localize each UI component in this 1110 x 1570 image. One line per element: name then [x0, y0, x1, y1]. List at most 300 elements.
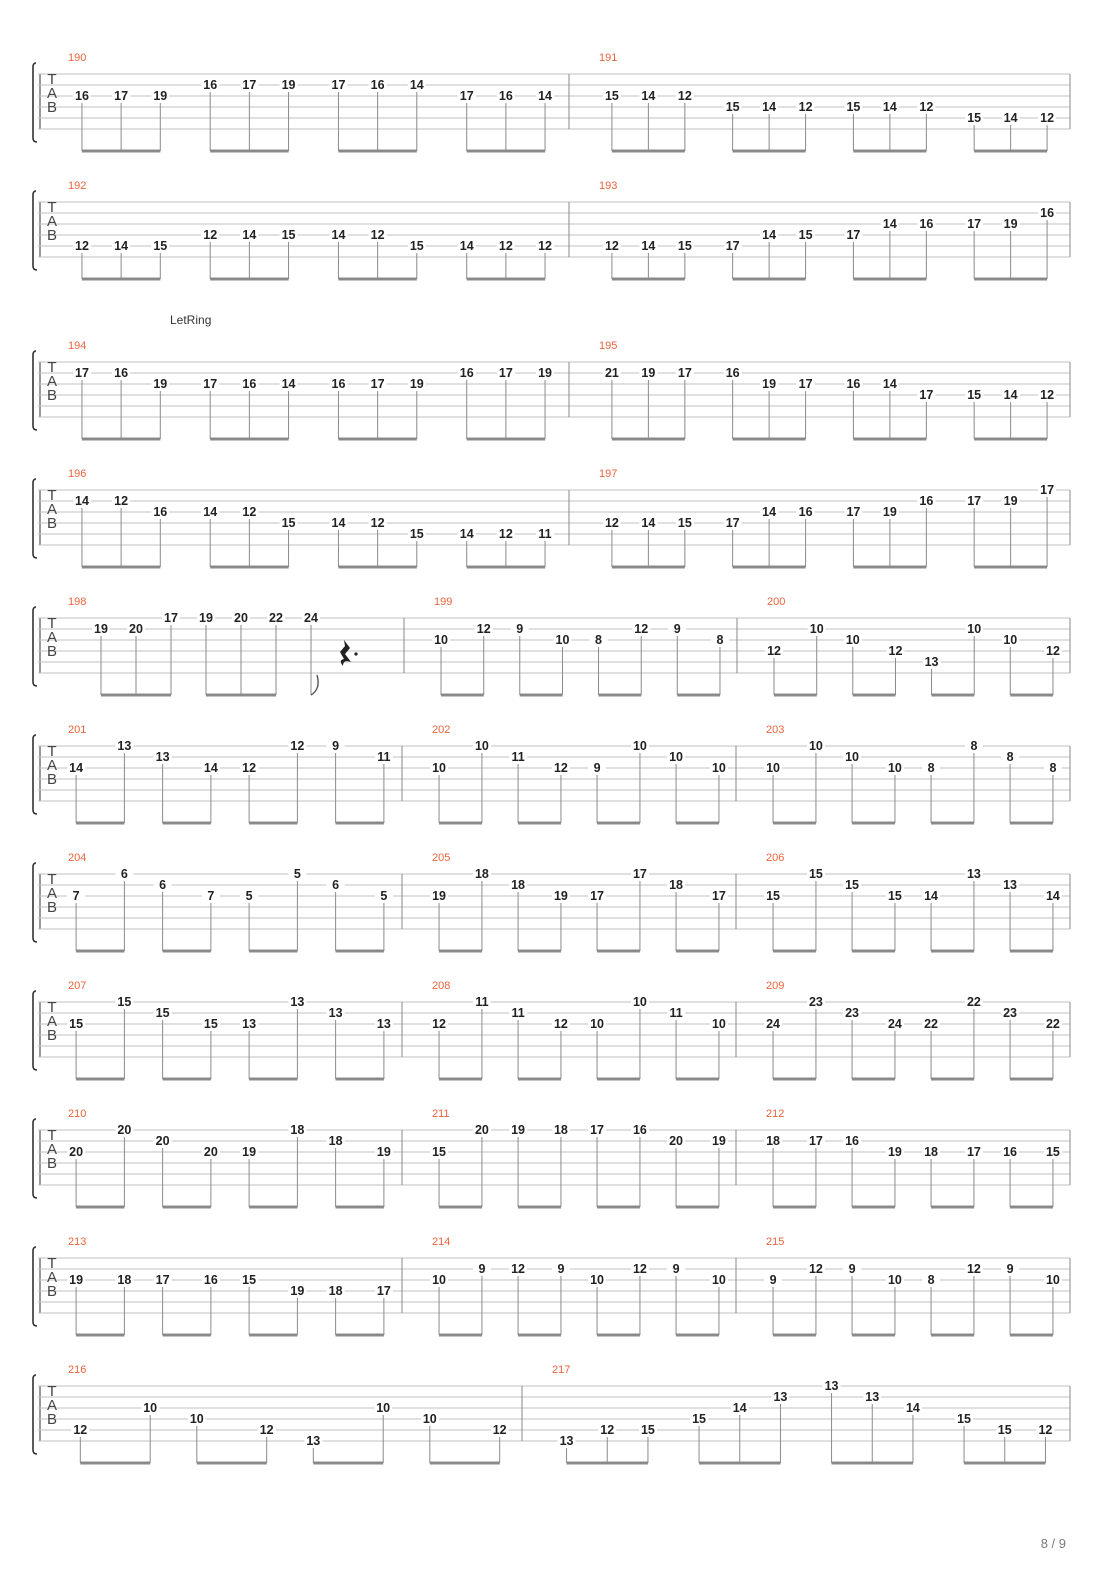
beam: [439, 950, 482, 953]
tab-clef-letter: B: [46, 1283, 58, 1300]
fret-number: 18: [553, 1123, 568, 1137]
beam: [676, 1334, 719, 1337]
fret-number: 12: [1038, 1423, 1053, 1437]
fret-number: 10: [711, 1017, 726, 1031]
fret-number: 19: [199, 611, 213, 625]
beam: [439, 1206, 482, 1209]
system-bracket: [33, 1119, 37, 1198]
fret-number: 12: [808, 1262, 823, 1276]
beam: [733, 150, 806, 153]
fret-number: 10: [189, 1412, 204, 1426]
fret-number: 13: [865, 1390, 880, 1404]
fret-number: 12: [1040, 111, 1055, 125]
fret-number: 12: [553, 1017, 568, 1031]
beam: [597, 822, 640, 825]
tab-clef-letter: B: [46, 899, 58, 916]
fret-number: 9: [593, 761, 601, 775]
beam: [82, 150, 160, 153]
beam: [467, 566, 545, 569]
fret-number: 12: [767, 644, 781, 658]
fret-number: 14: [281, 377, 296, 391]
fret-number: 24: [304, 611, 318, 625]
fret-number: 15: [957, 1412, 972, 1426]
fret-number: 22: [966, 995, 981, 1009]
beam: [338, 150, 416, 153]
fret-number: 17: [919, 388, 934, 402]
fret-number: 10: [432, 761, 447, 775]
measure-number: 204: [68, 852, 87, 864]
fret-number: 14: [1003, 111, 1018, 125]
beam: [206, 694, 276, 697]
beam: [338, 278, 416, 281]
measure-number: 193: [599, 180, 618, 192]
beam: [832, 1462, 913, 1465]
tab-clef-letter: B: [46, 515, 58, 532]
beam: [612, 150, 685, 153]
fret-number: 20: [129, 622, 143, 636]
fret-number: 15: [153, 239, 168, 253]
measure-number: 194: [68, 340, 87, 352]
beam: [197, 1462, 267, 1465]
beam: [964, 1462, 1045, 1465]
fret-number: 9: [672, 1262, 680, 1276]
fret-number: 22: [269, 611, 283, 625]
fret-number: 20: [117, 1123, 132, 1137]
beam: [699, 1462, 780, 1465]
fret-number: 12: [966, 1262, 981, 1276]
beam: [82, 278, 160, 281]
tab-clef-letter: A: [46, 629, 58, 646]
fret-number: 23: [1003, 1006, 1018, 1020]
measure-number: 192: [68, 180, 87, 192]
tab-clef-letter: T: [47, 999, 57, 1016]
fret-number: 16: [331, 377, 346, 391]
fret-number: 10: [422, 1412, 437, 1426]
fret-number: 17: [331, 78, 346, 92]
fret-number: 10: [434, 633, 448, 647]
beam: [676, 1078, 719, 1081]
fret-number: 20: [234, 611, 248, 625]
beam: [612, 566, 685, 569]
fret-number: 14: [641, 89, 656, 103]
tab-clef-letter: B: [46, 227, 58, 244]
fret-number: 16: [1003, 1145, 1018, 1159]
fret-number: 19: [432, 889, 447, 903]
fret-number: 12: [1040, 388, 1055, 402]
tab-clef-letter: A: [46, 213, 58, 230]
fret-number: 10: [1003, 633, 1018, 647]
fret-number: 12: [242, 761, 257, 775]
tab-clef-letter: T: [47, 1383, 57, 1400]
fret-number: 17: [370, 377, 385, 391]
fret-number: 10: [632, 739, 647, 753]
fret-number: 17: [459, 89, 474, 103]
fret-number: 9: [673, 622, 681, 636]
tab-clef-letter: B: [46, 99, 58, 116]
fret-number: 14: [924, 889, 939, 903]
fret-number: 10: [669, 750, 684, 764]
fret-number: 12: [476, 622, 491, 636]
fret-number: 15: [69, 1017, 84, 1031]
fret-number: 14: [459, 239, 474, 253]
beam: [931, 950, 974, 953]
fret-number: 9: [848, 1262, 856, 1276]
fret-number: 17: [967, 217, 982, 231]
fret-number: 14: [641, 516, 656, 530]
beam: [974, 438, 1047, 441]
tab-clef-letter: A: [46, 373, 58, 390]
fret-number: 17: [114, 89, 129, 103]
fret-number: 14: [203, 505, 218, 519]
fret-number: 12: [432, 1017, 447, 1031]
beam: [249, 1206, 297, 1209]
fret-number: 15: [798, 228, 813, 242]
beam: [76, 1334, 124, 1337]
fret-number: 24: [887, 1017, 902, 1031]
fret-number: 15: [604, 89, 619, 103]
fret-number: 9: [1006, 1262, 1014, 1276]
fret-number: 14: [641, 239, 656, 253]
fret-number: 8: [716, 633, 724, 647]
beam: [336, 1078, 384, 1081]
beam: [249, 950, 297, 953]
beam: [336, 1206, 384, 1209]
fret-number: 8: [1006, 750, 1014, 764]
fret-number: 11: [475, 995, 489, 1009]
fret-number: 14: [75, 494, 89, 508]
system-bracket: [33, 479, 37, 558]
fret-number: 16: [203, 78, 218, 92]
fret-number: 17: [846, 228, 861, 242]
fret-number: 18: [669, 878, 684, 892]
measure-number: 190: [68, 52, 87, 64]
beam: [676, 822, 719, 825]
fret-number: 14: [203, 761, 218, 775]
measure-number: 202: [432, 724, 451, 736]
beam: [677, 694, 720, 697]
system-bracket: [33, 863, 37, 942]
tab-clef-letter: A: [46, 1013, 58, 1030]
beam: [853, 694, 896, 697]
fret-number: 13: [290, 995, 305, 1009]
fret-number: 18: [290, 1123, 305, 1137]
beam: [931, 822, 974, 825]
fret-number: 11: [377, 750, 391, 764]
fret-number: 6: [159, 878, 167, 892]
tab-clef-letter: A: [46, 1269, 58, 1286]
fret-number: 9: [478, 1262, 486, 1276]
tab-clef-letter: A: [46, 1141, 58, 1158]
fret-number: 12: [73, 1423, 88, 1437]
fret-number: 13: [328, 1006, 343, 1020]
fret-number: 13: [773, 1390, 788, 1404]
fret-number: 12: [498, 527, 513, 541]
beam: [774, 694, 817, 697]
measure-number: 203: [766, 724, 785, 736]
fret-number: 12: [1046, 644, 1060, 658]
fret-number: 14: [331, 228, 346, 242]
beam: [853, 438, 926, 441]
fret-number: 8: [595, 633, 603, 647]
fret-number: 8: [927, 1273, 935, 1287]
fret-number: 18: [328, 1134, 343, 1148]
fret-number: 19: [1003, 217, 1018, 231]
fret-number: 12: [370, 516, 385, 530]
beam: [773, 1206, 816, 1209]
fret-number: 5: [245, 889, 253, 903]
fret-number: 10: [143, 1401, 158, 1415]
beam: [210, 438, 288, 441]
fret-number: 12: [370, 228, 385, 242]
fret-number: 19: [153, 89, 168, 103]
fret-number: 6: [332, 878, 340, 892]
fret-number: 20: [474, 1123, 489, 1137]
fret-number: 13: [376, 1017, 391, 1031]
beam: [163, 950, 211, 953]
beam: [467, 438, 545, 441]
fret-number: 17: [1040, 483, 1055, 497]
tab-clef-letter: T: [47, 1255, 57, 1272]
beam: [733, 278, 806, 281]
beam: [210, 566, 288, 569]
beam: [163, 1206, 211, 1209]
fret-number: 15: [203, 1017, 218, 1031]
fret-number: 17: [725, 516, 740, 530]
fret-number: 17: [242, 78, 257, 92]
beam: [336, 1334, 384, 1337]
fret-number: 14: [882, 377, 897, 391]
fret-number: 14: [762, 228, 777, 242]
fret-number: 16: [798, 505, 813, 519]
fret-number: 13: [117, 739, 132, 753]
fret-number: 10: [711, 1273, 726, 1287]
fret-number: 19: [69, 1273, 84, 1287]
tab-clef-letter: A: [46, 1397, 58, 1414]
beam: [439, 1334, 482, 1337]
fret-number: 5: [293, 867, 301, 881]
fret-number: 14: [762, 100, 777, 114]
fret-number: 15: [677, 239, 692, 253]
fret-number: 12: [604, 516, 619, 530]
beam: [249, 822, 297, 825]
fret-number: 12: [634, 622, 649, 636]
fret-number: 18: [511, 878, 526, 892]
fret-number: 12: [75, 239, 89, 253]
beam: [852, 1334, 895, 1337]
fret-number: 19: [538, 366, 552, 380]
fret-number: 13: [924, 655, 939, 669]
fret-number: 8: [970, 739, 978, 753]
fret-number: 17: [846, 505, 861, 519]
measure-number: 217: [552, 1364, 571, 1376]
fret-number: 24: [766, 1017, 781, 1031]
fret-number: 18: [328, 1284, 343, 1298]
fret-number: 14: [242, 228, 257, 242]
beam: [76, 1206, 124, 1209]
fret-number: 16: [919, 217, 934, 231]
fret-number: 17: [632, 867, 647, 881]
fret-number: 18: [924, 1145, 939, 1159]
fret-number: 19: [153, 377, 168, 391]
fret-number: 12: [888, 644, 903, 658]
fret-number: 10: [887, 1273, 902, 1287]
fret-number: 10: [590, 1273, 605, 1287]
beam: [210, 278, 288, 281]
fret-number: 12: [538, 239, 552, 253]
fret-number: 19: [281, 78, 296, 92]
beam: [852, 1206, 895, 1209]
fret-number: 17: [967, 494, 982, 508]
fret-number: 17: [808, 1134, 823, 1148]
fret-number: 15: [766, 889, 781, 903]
beam: [163, 822, 211, 825]
tab-clef-letter: T: [47, 71, 57, 88]
beam: [338, 566, 416, 569]
beam: [931, 1206, 974, 1209]
rest-dot: [354, 652, 357, 655]
fret-number: 20: [69, 1145, 84, 1159]
fret-number: 19: [762, 377, 777, 391]
fret-number: 13: [155, 750, 170, 764]
fret-number: 8: [1049, 761, 1057, 775]
fret-number: 22: [1045, 1017, 1060, 1031]
fret-number: 16: [370, 78, 385, 92]
fret-number: 15: [846, 100, 861, 114]
fret-number: 14: [114, 239, 129, 253]
fret-number: 12: [677, 89, 692, 103]
fret-number: 19: [711, 1134, 726, 1148]
fret-number: 12: [242, 505, 257, 519]
beam: [76, 950, 124, 953]
fret-number: 19: [887, 1145, 902, 1159]
fret-number: 13: [966, 867, 981, 881]
fret-number: 16: [153, 505, 168, 519]
beam: [597, 950, 640, 953]
measure-number: 216: [68, 1364, 87, 1376]
beam: [163, 1078, 211, 1081]
tab-clef-letter: T: [47, 487, 57, 504]
beam: [518, 1078, 561, 1081]
fret-number: 13: [559, 1434, 574, 1448]
fret-number: 5: [380, 889, 388, 903]
beam: [441, 694, 484, 697]
fret-number: 16: [203, 1273, 218, 1287]
fret-number: 10: [432, 1273, 447, 1287]
beam: [853, 566, 926, 569]
fret-number: 19: [882, 505, 897, 519]
system-bracket: [33, 991, 37, 1070]
fret-number: 16: [725, 366, 740, 380]
measure-number: 211: [432, 1108, 450, 1120]
fret-number: 12: [919, 100, 934, 114]
system-bracket: [33, 735, 37, 814]
fret-number: 19: [553, 889, 568, 903]
fret-number: 15: [967, 111, 982, 125]
fret-number: 12: [498, 239, 513, 253]
tab-clef-letter: B: [46, 387, 58, 404]
measure-number: 205: [432, 852, 451, 864]
beam: [612, 278, 685, 281]
measure-number: 209: [766, 980, 785, 992]
fret-number: 10: [887, 761, 902, 775]
fret-number: 19: [290, 1284, 305, 1298]
let-ring-annotation: LetRing: [170, 313, 212, 327]
fret-number: 16: [845, 1134, 860, 1148]
beam: [931, 1078, 974, 1081]
fret-number: 10: [376, 1401, 391, 1415]
beam: [612, 438, 685, 441]
measure-number: 200: [767, 596, 786, 608]
system-bracket: [33, 1375, 37, 1454]
fret-number: 15: [409, 239, 424, 253]
tab-clef-letter: T: [47, 199, 57, 216]
beam: [249, 1334, 297, 1337]
fret-number: 11: [538, 527, 552, 541]
measure-number: 214: [432, 1236, 451, 1248]
beam: [597, 1206, 640, 1209]
measure-number: 195: [599, 340, 618, 352]
beam: [439, 1078, 482, 1081]
measure-number: 213: [68, 1236, 87, 1248]
fret-number: 10: [711, 761, 726, 775]
fret-number: 18: [474, 867, 489, 881]
beam: [430, 1462, 500, 1465]
fret-number: 12: [511, 1262, 526, 1276]
beam: [76, 1078, 124, 1081]
fret-number: 11: [669, 1006, 683, 1020]
fret-number: 17: [725, 239, 740, 253]
beam: [163, 1334, 211, 1337]
tab-clef-letter: B: [46, 771, 58, 788]
fret-number: 19: [94, 622, 108, 636]
fret-number: 16: [1040, 206, 1055, 220]
beam: [1010, 1078, 1053, 1081]
fret-number: 17: [376, 1284, 391, 1298]
measure-number: 201: [68, 724, 87, 736]
fret-number: 19: [409, 377, 424, 391]
fret-number: 12: [259, 1423, 274, 1437]
fret-number: 16: [498, 89, 513, 103]
fret-number: 19: [242, 1145, 257, 1159]
fret-number: 14: [762, 505, 777, 519]
fret-number: 14: [882, 217, 897, 231]
measure-number: 198: [68, 596, 87, 608]
fret-number: 17: [966, 1145, 981, 1159]
fret-number: 14: [905, 1401, 920, 1415]
fret-number: 10: [632, 995, 647, 1009]
beam: [974, 566, 1047, 569]
beam: [676, 1206, 719, 1209]
fret-number: 15: [281, 516, 296, 530]
beam: [773, 822, 816, 825]
fret-number: 11: [511, 1006, 525, 1020]
fret-number: 11: [511, 750, 525, 764]
beam: [336, 950, 384, 953]
measure-number: 191: [599, 52, 618, 64]
fret-number: 12: [203, 228, 218, 242]
measure-number: 196: [68, 468, 87, 480]
fret-number: 10: [590, 1017, 605, 1031]
tab-clef-letter: T: [47, 615, 57, 632]
fret-number: 9: [516, 622, 524, 636]
fret-number: 17: [164, 611, 178, 625]
fret-number: 21: [604, 366, 619, 380]
fret-number: 16: [242, 377, 257, 391]
beam: [932, 694, 975, 697]
fret-number: 14: [69, 761, 84, 775]
fret-number: 15: [432, 1145, 447, 1159]
system-bracket: [33, 607, 37, 686]
